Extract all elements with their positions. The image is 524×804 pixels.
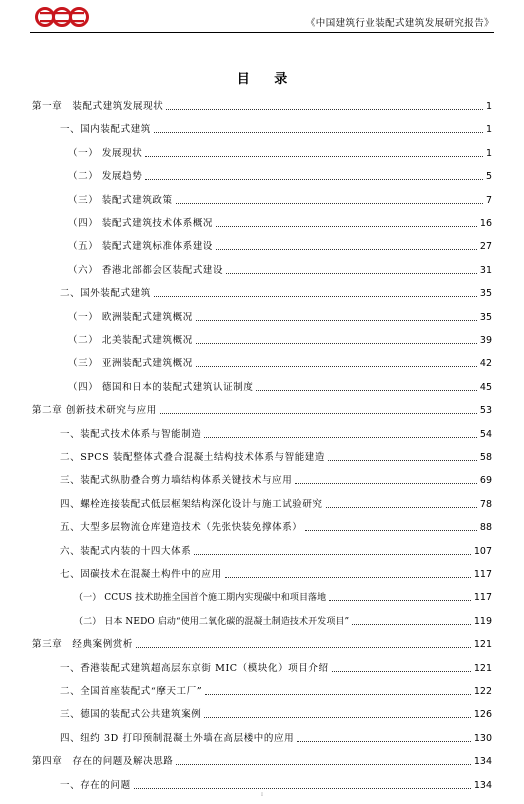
toc-dot-leader	[326, 507, 477, 508]
toc-entry-label: （一） 欧洲装配式建筑概况	[68, 311, 193, 323]
toc-entry[interactable]	[60, 495, 492, 511]
toc-entry[interactable]	[68, 378, 492, 394]
toc-entry-label: 五、大型多层物流仓库建造技术（先张快装免撑体系）	[60, 522, 303, 534]
toc-entry-page: 31	[479, 264, 492, 276]
toc-entry[interactable]	[68, 331, 492, 347]
toc-dot-leader	[176, 203, 483, 204]
toc-entry-label: 一、国内装配式建筑	[60, 124, 151, 136]
toc-entry-label: （二） 日本 NEDO 启动“使用二氧化碳的混凝土制造技术开发项目”	[74, 616, 350, 627]
toc-entry-label: （四） 装配式建筑技术体系概况	[68, 218, 214, 229]
toc-dot-leader	[216, 249, 477, 250]
toc-dot-leader	[196, 366, 477, 367]
toc-entry-page: 1	[485, 147, 492, 159]
toc-entry[interactable]	[68, 144, 492, 160]
toc-dot-leader	[176, 764, 470, 765]
toc-entry-label: 第二章 创新技术研究与应用	[32, 405, 157, 417]
toc-entry-page: 35	[479, 288, 492, 300]
toc-entry[interactable]	[68, 261, 492, 277]
toc-entry[interactable]	[32, 97, 492, 113]
toc-entry[interactable]	[60, 659, 492, 675]
toc-entry-page: 54	[479, 428, 492, 440]
toc-entry[interactable]	[68, 167, 492, 183]
toc-entry-label: 一、存在的问题	[60, 779, 131, 791]
toc-entry-label: 七、固碳技术在混凝土构件中的应用	[60, 569, 222, 580]
toc-entry-page: 45	[479, 381, 492, 393]
toc-entry-page: 53	[479, 405, 492, 417]
toc-dot-leader	[297, 741, 471, 742]
toc-entry[interactable]	[60, 729, 492, 745]
toc-dot-leader	[145, 156, 483, 157]
toc-entry[interactable]	[32, 752, 492, 768]
toc-entry-label: （一） CCUS 技术助推全国首个施工期内实现碳中和项目落地	[74, 593, 327, 604]
toc-entry[interactable]	[60, 776, 492, 792]
toc-entry-page: 1	[485, 101, 492, 112]
toc-entry[interactable]	[68, 308, 492, 324]
toc-entry-page: 121	[473, 662, 492, 674]
toc-dot-leader	[332, 671, 471, 672]
toc-entry-label: 三、装配式纵肋叠合剪力墙结构体系关键技术与应用	[60, 475, 293, 487]
toc-dot-leader	[145, 179, 483, 180]
toc-entry[interactable]	[74, 612, 492, 628]
toc-dot-leader	[352, 624, 471, 625]
toc-title: 目 录	[236, 72, 298, 87]
toc-entry[interactable]	[68, 237, 492, 253]
toc-entry-label: 二、国外装配式建筑	[60, 288, 151, 300]
toc-entry-label: （五） 装配式建筑标准体系建设	[68, 241, 214, 253]
toc-entry[interactable]	[60, 471, 492, 487]
toc-dot-leader	[329, 600, 471, 601]
toc-entry-label: （三） 亚洲装配式建筑概况	[68, 358, 193, 370]
toc-dot-leader	[196, 320, 477, 321]
toc-entry-page: 121	[473, 639, 492, 651]
toc-entry[interactable]	[60, 542, 492, 558]
toc-entry-page: 126	[473, 709, 492, 721]
toc-dot-leader	[256, 390, 476, 391]
toc-dot-leader	[295, 483, 477, 484]
page-number-mark: I	[261, 792, 263, 798]
toc-entry-label: 四、螺栓连接装配式低层框架结构深化设计与施工试验研究	[60, 498, 323, 510]
toc-dot-leader	[196, 343, 477, 344]
toc-dot-leader	[305, 530, 477, 531]
toc-entry-page: 134	[473, 756, 492, 768]
toc-entry-label: 第三章 经典案例赏析	[32, 639, 134, 651]
toc-entry[interactable]	[60, 284, 492, 300]
toc-dot-leader	[205, 694, 471, 695]
toc-entry-label: （二） 发展趋势	[68, 171, 143, 183]
toc-entry-label: 三、德国的装配式公共建筑案例	[60, 709, 202, 721]
toc-entry-label: 第四章 存在的问题及解决思路	[32, 756, 174, 768]
toc-entry-page: 5	[485, 171, 492, 183]
toc-entry-label: （三） 装配式建筑政策	[68, 194, 173, 206]
toc-entry-page: 35	[479, 311, 492, 323]
toc-entry-label: 第一章 装配式建筑发展现状	[32, 101, 164, 112]
toc-dot-leader	[134, 788, 471, 789]
company-logo	[34, 6, 90, 28]
toc-entry[interactable]	[32, 635, 492, 651]
toc-dot-leader	[154, 296, 477, 297]
toc-dot-leader	[154, 132, 483, 133]
toc-entry-page: 88	[479, 522, 492, 534]
toc-dot-leader	[225, 577, 471, 578]
toc-entry[interactable]	[32, 401, 492, 417]
toc-entry-page: 107	[473, 545, 492, 557]
toc-entry-page: 117	[473, 569, 492, 580]
toc-dot-leader	[194, 554, 471, 555]
toc-entry-page: 58	[479, 452, 492, 463]
toc-entry-page: 122	[473, 686, 492, 697]
toc-entry-label: （六） 香港北部都会区装配式建设	[68, 264, 224, 276]
toc-entry[interactable]	[60, 518, 492, 534]
toc-entry[interactable]	[60, 425, 492, 441]
toc-entry[interactable]	[68, 214, 492, 230]
toc-dot-leader	[136, 647, 471, 648]
toc-entry-page: 42	[479, 358, 492, 370]
toc-entry[interactable]	[60, 565, 492, 581]
toc-entry-label: 二、全国首座装配式“摩天工厂”	[60, 686, 203, 697]
toc-entry-page: 119	[473, 615, 492, 627]
toc-dot-leader	[216, 226, 477, 227]
toc-dot-leader	[204, 437, 477, 438]
toc-entry-page: 117	[473, 592, 492, 604]
toc-dot-leader	[226, 273, 477, 274]
header-title: 《中国建筑行业装配式建筑发展研究报告》	[305, 18, 494, 29]
toc-entry-page: 27	[479, 241, 492, 253]
toc-dot-leader	[166, 109, 483, 110]
toc-entry-label: （四） 德国和日本的装配式建筑认证制度	[68, 381, 254, 393]
toc-entry-page: 130	[473, 732, 492, 744]
toc-entry-label: 四、纽约 3D 打印预制混凝土外墙在高层楼中的应用	[60, 732, 295, 744]
toc-entry-page: 7	[485, 194, 492, 206]
toc-dot-leader	[328, 460, 477, 461]
toc-entry-label: 一、装配式技术体系与智能制造	[60, 428, 202, 440]
toc-entry-page: 1	[485, 124, 492, 136]
toc-entry-page: 134	[473, 779, 492, 791]
toc-entry-label: （一） 发展现状	[68, 147, 143, 159]
toc-dot-leader	[160, 413, 477, 414]
toc-entry-page: 69	[479, 475, 492, 487]
toc-entry-label: （二） 北美装配式建筑概况	[68, 335, 193, 346]
toc-entry-page: 39	[479, 335, 492, 346]
toc-entry[interactable]	[60, 705, 492, 721]
toc-entry-page: 78	[479, 498, 492, 510]
toc-entry[interactable]	[60, 448, 492, 464]
toc-entry[interactable]	[60, 120, 492, 136]
toc-entry-label: 一、香港装配式建筑超高层东京街 MIC（模块化）项目介绍	[60, 662, 329, 674]
toc-dot-leader	[204, 717, 470, 718]
toc-entry-label: 二、SPCS 装配整体式叠合混凝土结构技术体系与智能建造	[60, 452, 325, 463]
toc-entry[interactable]	[60, 682, 492, 698]
page-header	[0, 0, 524, 40]
toc-entry-page: 16	[479, 218, 492, 229]
toc-entry[interactable]	[74, 588, 492, 604]
toc-entry[interactable]	[68, 354, 492, 370]
header-rule	[30, 32, 494, 33]
toc-entry[interactable]	[68, 191, 492, 207]
toc-entry-label: 六、装配式内装的十四大体系	[60, 545, 192, 557]
